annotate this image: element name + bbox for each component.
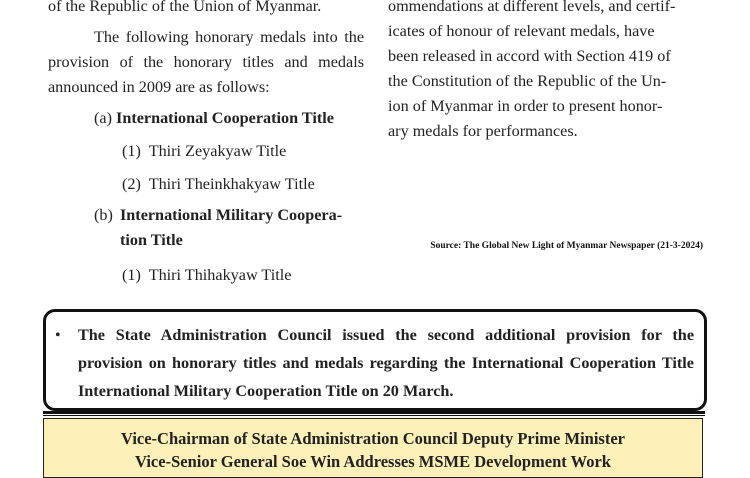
section-a-item-2 [122, 172, 315, 197]
headline-banner [43, 418, 703, 478]
right-column [388, 0, 704, 144]
section-b-item-1 [122, 263, 291, 288]
item-number: (2) [122, 175, 141, 193]
section-a-heading [94, 106, 366, 131]
right-line-4: the Constitution of the Republic of the Un- [388, 72, 667, 90]
item-text: Thiri Zeyakyaw Title [148, 142, 287, 160]
item-text: Thiri Thihakyaw Title [148, 266, 292, 284]
section-a-title: International Cooperation Title [116, 109, 334, 127]
notice-box [43, 309, 707, 411]
section-b-heading [94, 203, 366, 253]
divider-thin [43, 415, 705, 416]
right-line-6: ary medals for performances. [388, 122, 578, 140]
left-top-line: of the Republic of the Union of Myanmar. [48, 0, 322, 15]
right-line-5: ion of Myanmar in order to present honor- [388, 97, 663, 115]
right-line-2: icates of honour of relevant medals, have [388, 22, 655, 40]
divider-thick [43, 411, 705, 414]
headline-line-2: Vice-Senior General Soe Win Addresses MSME Development Work [135, 452, 611, 471]
medals-intro-paragraph: The following honorary medals into the provision of the honorary titles and medals announced in 2009 are as follows: [48, 28, 364, 96]
item-number: (1) [122, 142, 141, 160]
section-a-label: (a) [94, 109, 112, 127]
item-text: Thiri Theinkhakyaw Title [148, 175, 315, 193]
section-b-title: International Military Coopera- tion Title [120, 206, 343, 249]
section-a-item-1 [122, 139, 286, 164]
right-line-3: been released in accord with Section 419 of [388, 47, 671, 65]
bullet-icon: • [55, 327, 61, 344]
left-column [48, 0, 364, 284]
right-line-1: ommendations at different levels, and certif- [388, 0, 676, 15]
item-number: (1) [122, 266, 141, 284]
headline-line-1: Vice-Chairman of State Administration Council Deputy Prime Minister [121, 429, 625, 448]
section-b-label: (b) [94, 206, 113, 224]
notice-text: The State Administration Council issued the second additional provision for the provision on honorary titles and medals regarding the International Cooperation Title International Military Cooperation Title on 20 March. [78, 326, 694, 400]
source-citation: Source: The Global New Light of Myanmar Newspaper (21-3-2024) [430, 241, 703, 251]
